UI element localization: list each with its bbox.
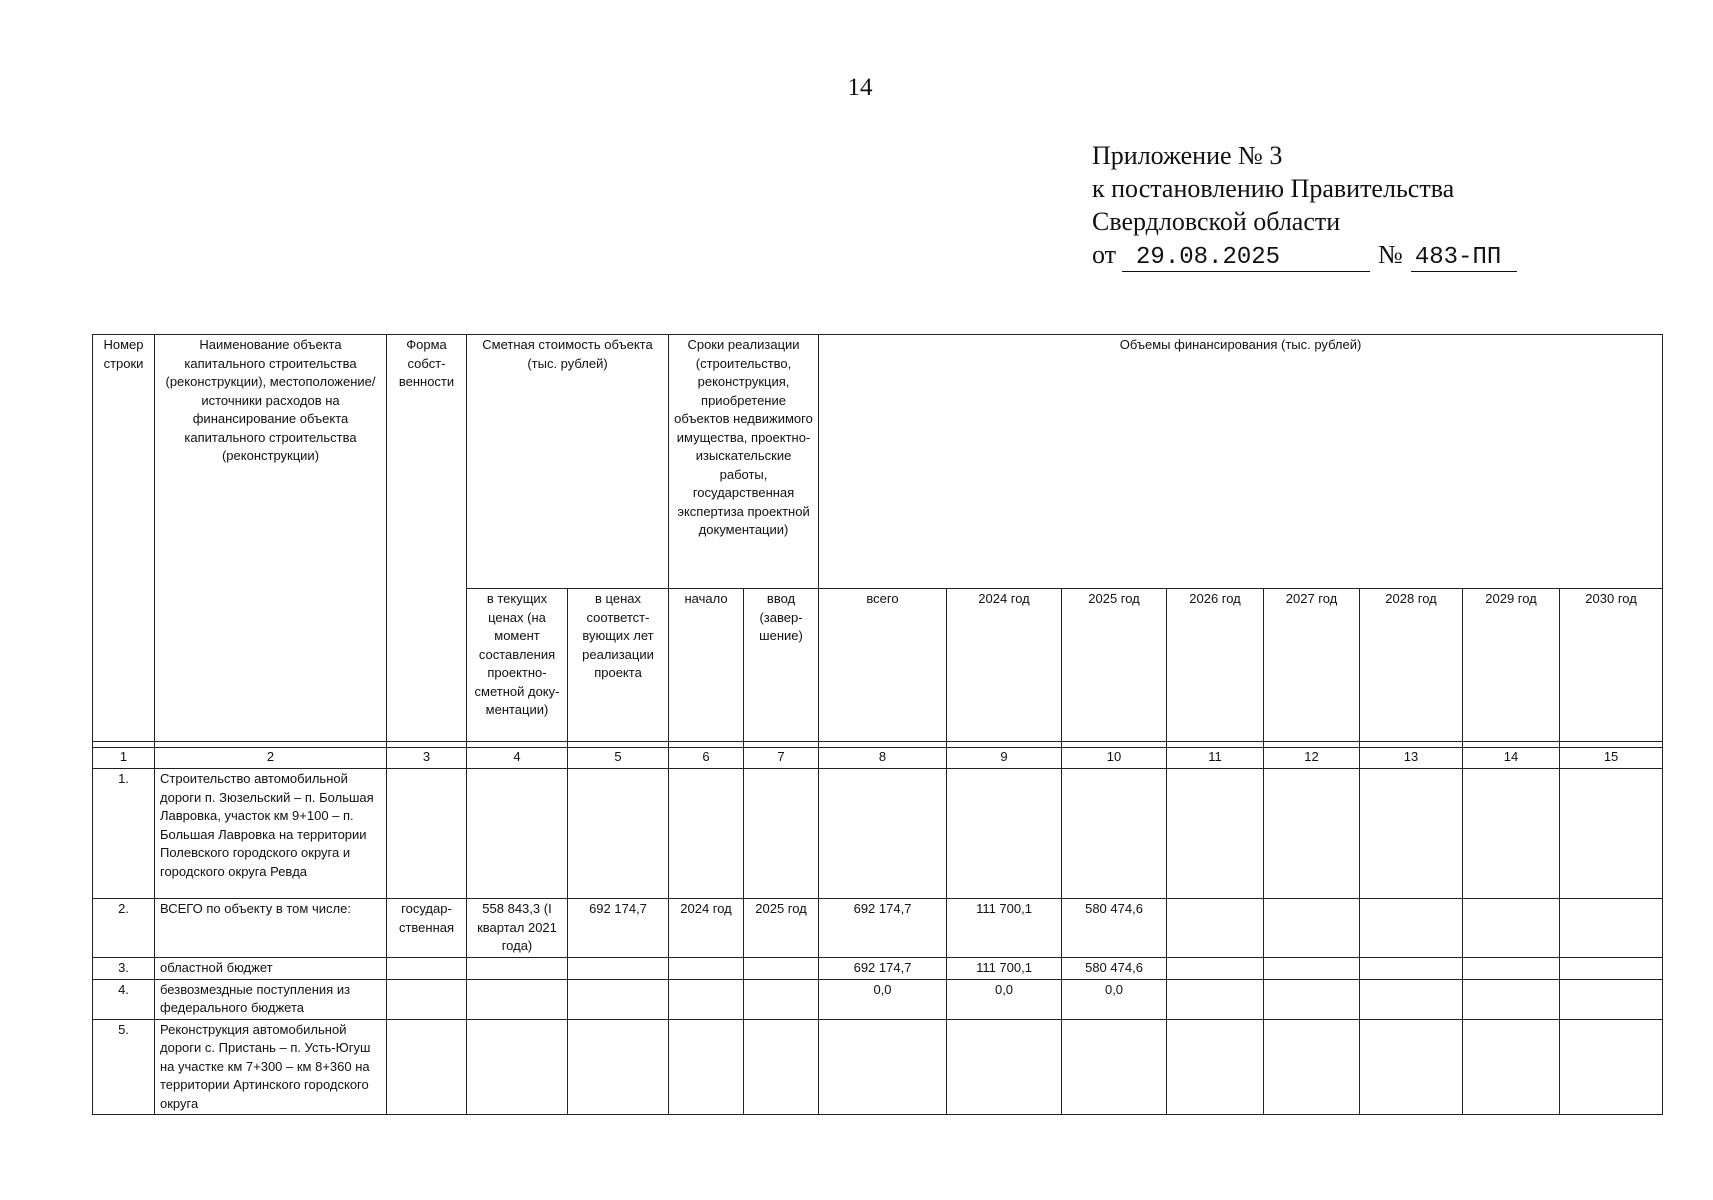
header-row-top: [93, 335, 1663, 589]
resolution-date: 29.08.2025: [1122, 245, 1370, 272]
column-number: 4: [467, 748, 568, 769]
column-number: 7: [744, 748, 819, 769]
header-2027: 2027 год: [1264, 589, 1360, 742]
header-object-name: Наименование объекта капитального строительства (реконструкции), местоположение/источники расходов на финансирование объекта капитального строительства (реконструкции): [155, 335, 387, 742]
financing-table: [92, 334, 1663, 1115]
table-row: [93, 769, 1663, 899]
row-2026: [1167, 769, 1264, 899]
row-cost-years: [568, 1019, 669, 1115]
row-2025: 580 474,6: [1062, 899, 1167, 958]
row-2026: [1167, 899, 1264, 958]
row-name: безвозмездные поступления из федерального бюджета: [155, 979, 387, 1019]
row-ownership: [387, 958, 467, 980]
row-2024: 111 700,1: [947, 958, 1062, 980]
row-number: 3.: [93, 958, 155, 980]
column-number: 5: [568, 748, 669, 769]
row-2029: [1463, 958, 1560, 980]
header-cost-current: в текущих ценах (на момент составления проектно-сметной доку-ментации): [467, 589, 568, 742]
row-end: [744, 1019, 819, 1115]
header-row-number: Номер строки: [93, 335, 155, 742]
column-number: 10: [1062, 748, 1167, 769]
row-2027: [1264, 1019, 1360, 1115]
row-name: ВСЕГО по объекту в том числе:: [155, 899, 387, 958]
row-2026: [1167, 1019, 1264, 1115]
row-2030: [1560, 1019, 1663, 1115]
row-total: [819, 1019, 947, 1115]
row-cost-years: 692 174,7: [568, 899, 669, 958]
row-number: 5.: [93, 1019, 155, 1115]
row-ownership: государ-ственная: [387, 899, 467, 958]
column-number: 9: [947, 748, 1062, 769]
number-prefix: №: [1378, 240, 1403, 269]
row-total: [819, 769, 947, 899]
appendix-reference: к постановлению Правительства: [1092, 174, 1455, 203]
header-2024: 2024 год: [947, 589, 1062, 742]
column-number: 3: [387, 748, 467, 769]
table-row: [93, 979, 1663, 1019]
row-start: [669, 958, 744, 980]
row-cost-current: 558 843,3 (I квартал 2021 года): [467, 899, 568, 958]
row-cost-years: [568, 979, 669, 1019]
column-number: 14: [1463, 748, 1560, 769]
row-2029: [1463, 1019, 1560, 1115]
row-2030: [1560, 979, 1663, 1019]
row-number: 2.: [93, 899, 155, 958]
row-end: [744, 769, 819, 899]
row-2026: [1167, 979, 1264, 1019]
row-2030: [1560, 899, 1663, 958]
row-end: [744, 958, 819, 980]
row-end: [744, 979, 819, 1019]
header-financing: Объемы финансирования (тыс. рублей): [819, 335, 1663, 589]
row-2025: [1062, 769, 1167, 899]
appendix-date-line: [1092, 238, 1512, 272]
column-number: 1: [93, 748, 155, 769]
column-number: 8: [819, 748, 947, 769]
column-number: 13: [1360, 748, 1463, 769]
row-2028: [1360, 958, 1463, 980]
row-2029: [1463, 769, 1560, 899]
row-name: областной бюджет: [155, 958, 387, 980]
appendix-header: [1092, 139, 1512, 272]
row-2029: [1463, 899, 1560, 958]
row-start: 2024 год: [669, 899, 744, 958]
header-2028: 2028 год: [1360, 589, 1463, 742]
appendix-region: Свердловской области: [1092, 207, 1341, 236]
header-timing-end: ввод (завер-шение): [744, 589, 819, 742]
header-2026: 2026 год: [1167, 589, 1264, 742]
appendix-title: Приложение № 3: [1092, 141, 1283, 170]
header-2025: 2025 год: [1062, 589, 1167, 742]
header-timing-start: начало: [669, 589, 744, 742]
row-2030: [1560, 958, 1663, 980]
row-total: 692 174,7: [819, 958, 947, 980]
row-number: 4.: [93, 979, 155, 1019]
resolution-number: 483-ПП: [1411, 245, 1517, 272]
column-number: 15: [1560, 748, 1663, 769]
row-cost-current: [467, 979, 568, 1019]
row-start: [669, 769, 744, 899]
row-name: Реконструкция автомобильной дороги с. Пристань – п. Усть-Югуш на участке км 7+300 – км 8+360 на территории Артинского городского округа: [155, 1019, 387, 1115]
row-2028: [1360, 979, 1463, 1019]
table-row: [93, 899, 1663, 958]
row-ownership: [387, 769, 467, 899]
row-cost-years: [568, 958, 669, 980]
column-number: 12: [1264, 748, 1360, 769]
row-cost-current: [467, 958, 568, 980]
row-cost-current: [467, 769, 568, 899]
row-2027: [1264, 899, 1360, 958]
column-number: 6: [669, 748, 744, 769]
header-timing: Сроки реализации (строительство, реконструкция, приобретение объектов недвижимого имущества, проектно-изыскательские работы, государственная экспертиза проектной документации): [669, 335, 819, 589]
row-2024: [947, 1019, 1062, 1115]
row-ownership: [387, 1019, 467, 1115]
header-cost-years: в ценах соответст-вующих лет реализации проекта: [568, 589, 669, 742]
row-2027: [1264, 979, 1360, 1019]
row-2024: 0,0: [947, 979, 1062, 1019]
row-2024: [947, 769, 1062, 899]
row-2028: [1360, 769, 1463, 899]
row-2030: [1560, 769, 1663, 899]
row-total: 692 174,7: [819, 899, 947, 958]
row-total: 0,0: [819, 979, 947, 1019]
row-2027: [1264, 769, 1360, 899]
column-number-row: [93, 748, 1663, 769]
header-2030: 2030 год: [1560, 589, 1663, 742]
row-2025: [1062, 1019, 1167, 1115]
row-2028: [1360, 1019, 1463, 1115]
header-estimated-cost: Сметная стоимость объекта (тыс. рублей): [467, 335, 669, 589]
table-row: [93, 958, 1663, 980]
row-2029: [1463, 979, 1560, 1019]
row-cost-years: [568, 769, 669, 899]
column-number: 2: [155, 748, 387, 769]
row-2027: [1264, 958, 1360, 980]
header-2029: 2029 год: [1463, 589, 1560, 742]
row-end: 2025 год: [744, 899, 819, 958]
row-2026: [1167, 958, 1264, 980]
row-number: 1.: [93, 769, 155, 899]
row-2028: [1360, 899, 1463, 958]
row-name: Строительство автомобильной дороги п. Зюзельский – п. Большая Лавровка, участок км 9+100 – п. Большая Лавровка на территории Полевского городского округа и городского округа Ревда: [155, 769, 387, 899]
header-total: всего: [819, 589, 947, 742]
row-start: [669, 1019, 744, 1115]
row-2024: 111 700,1: [947, 899, 1062, 958]
row-cost-current: [467, 1019, 568, 1115]
header-ownership: Форма собст-венности: [387, 335, 467, 742]
table-row: [93, 1019, 1663, 1115]
row-2025: 0,0: [1062, 979, 1167, 1019]
row-start: [669, 979, 744, 1019]
column-number: 11: [1167, 748, 1264, 769]
row-ownership: [387, 979, 467, 1019]
row-2025: 580 474,6: [1062, 958, 1167, 980]
page-number: 14: [847, 74, 873, 101]
date-prefix: от: [1092, 240, 1117, 269]
